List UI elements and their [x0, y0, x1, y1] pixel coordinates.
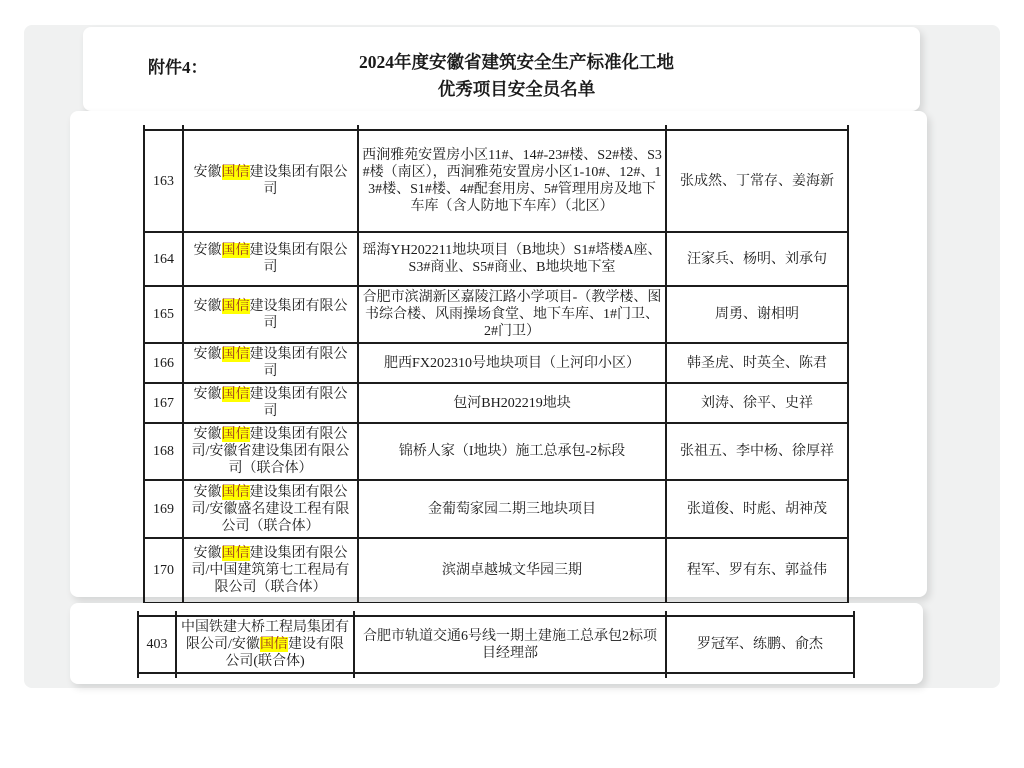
names-cell: 张道俊、时彪、胡神茂	[666, 480, 848, 538]
row-number: 166	[144, 343, 183, 383]
company-text-pre: 安徽	[193, 546, 222, 561]
project-cell: 瑶海YH202211地块项目（B地块）S1#塔楼A座、S3#商业、S5#商业、B地块地下室	[358, 232, 666, 286]
project-cell: 合肥市滨湖新区嘉陵江路小学项目-（教学楼、图书综合楼、风雨操场食堂、地下车库、1#门卫、2#门卫）	[358, 286, 666, 343]
title-section	[83, 27, 920, 111]
table-row	[144, 423, 848, 480]
company-text-pre: 安徽	[193, 387, 222, 402]
project-cell: 滨湖卓越城文华园三期	[358, 538, 666, 603]
company-cell	[183, 480, 358, 538]
table-row-partial	[138, 673, 854, 678]
names-cell: 张祖五、李中杨、徐厚祥	[666, 423, 848, 480]
table-row	[144, 343, 848, 383]
table-row	[144, 383, 848, 423]
project-cell: 金葡萄家园二期三地块项目	[358, 480, 666, 538]
document-title-line2: 优秀项目安全员名单	[437, 79, 596, 99]
company-cell	[183, 286, 358, 343]
company-highlight: 国信	[221, 347, 250, 362]
company-text-post: 建设集团有限公司/中国建筑第七工程局有限公司（联合体）	[191, 546, 350, 595]
company-text-pre: 安徽	[193, 165, 222, 180]
attachment-label: 附件4：	[148, 58, 208, 77]
company-text-post: 建设集团有限公司	[249, 165, 348, 197]
company-highlight: 国信	[221, 484, 250, 500]
project-cell: 西涧雅苑安置房小区11#、14#-23#楼、S2#楼、S3#楼（南区），西涧雅苑安置房小区1-10#、12#、13#楼、S1#楼、4#配套用房、5#管理用房及地下车库（含人防地下车库）（北区）	[358, 130, 666, 232]
company-text-post: 建设集团有限公司	[249, 387, 348, 419]
company-highlight: 国信	[221, 427, 250, 442]
company-text-pre: 中国铁建大桥工程局集团有限公司/安徽	[181, 620, 349, 652]
company-text-pre: 安徽	[193, 243, 222, 258]
company-cell	[183, 538, 358, 603]
names-cell: 刘涛、徐平、史祥	[666, 383, 848, 423]
names-cell: 张成然、丁常存、姜海新	[666, 130, 848, 232]
document-title	[203, 49, 830, 103]
project-cell: 合肥市轨道交通6号线一期土建施工总承包2标项目经理部	[354, 616, 666, 673]
table-row	[144, 538, 848, 603]
table-row	[144, 286, 848, 343]
company-text-pre: 安徽	[193, 298, 222, 314]
company-text-post: 建设集团有限公司/安徽盛名建设工程有限公司（联合体）	[191, 484, 350, 534]
safety-officer-table	[143, 125, 849, 608]
row-number: 403	[138, 616, 176, 673]
table-row	[144, 130, 848, 232]
company-cell	[176, 616, 354, 673]
row-number: 169	[144, 480, 183, 538]
table-row	[138, 616, 854, 673]
names-cell: 汪家兵、杨明、刘承句	[666, 232, 848, 286]
company-cell	[183, 232, 358, 286]
company-highlight: 国信	[221, 243, 250, 258]
document-title-line1: 2024年度安徽省建筑安全生产标准化工地	[359, 52, 674, 72]
company-cell	[183, 343, 358, 383]
company-text-pre: 安徽	[193, 484, 222, 500]
table-row	[144, 480, 848, 538]
names-cell: 罗冠军、练鹏、俞杰	[666, 616, 854, 673]
row-number: 167	[144, 383, 183, 423]
company-highlight: 国信	[221, 387, 250, 402]
names-cell: 韩圣虎、时英全、陈君	[666, 343, 848, 383]
row-number: 170	[144, 538, 183, 603]
company-highlight: 国信	[259, 637, 288, 652]
company-highlight: 国信	[221, 546, 250, 561]
company-text-pre: 安徽	[193, 347, 222, 362]
row-number: 164	[144, 232, 183, 286]
company-highlight: 国信	[221, 165, 250, 180]
names-cell: 程军、罗有东、郭益伟	[666, 538, 848, 603]
company-cell	[183, 383, 358, 423]
row-number: 168	[144, 423, 183, 480]
company-text-post: 建设集团有限公司/安徽省建设集团有限公司（联合体）	[191, 427, 350, 476]
main-table-section	[70, 111, 927, 597]
table-row	[144, 232, 848, 286]
company-text-post: 建设集团有限公司	[249, 298, 348, 331]
company-highlight: 国信	[221, 298, 250, 314]
appendix-row-section	[70, 603, 923, 684]
row-number: 165	[144, 286, 183, 343]
project-cell: 包河BH202219地块	[358, 383, 666, 423]
project-cell: 肥西FX202310号地块项目（上河印小区）	[358, 343, 666, 383]
company-text-post: 建设集团有限公司	[249, 243, 348, 275]
safety-officer-table-continued	[137, 611, 855, 678]
company-cell	[183, 130, 358, 232]
row-number: 163	[144, 130, 183, 232]
company-text-pre: 安徽	[193, 427, 222, 442]
company-text-post: 建设有限公司(联合体)	[225, 637, 344, 669]
company-text-post: 建设集团有限公司	[249, 347, 348, 379]
names-cell: 周勇、谢相明	[666, 286, 848, 343]
company-cell	[183, 423, 358, 480]
project-cell: 锦桥人家（I地块）施工总承包-2标段	[358, 423, 666, 480]
